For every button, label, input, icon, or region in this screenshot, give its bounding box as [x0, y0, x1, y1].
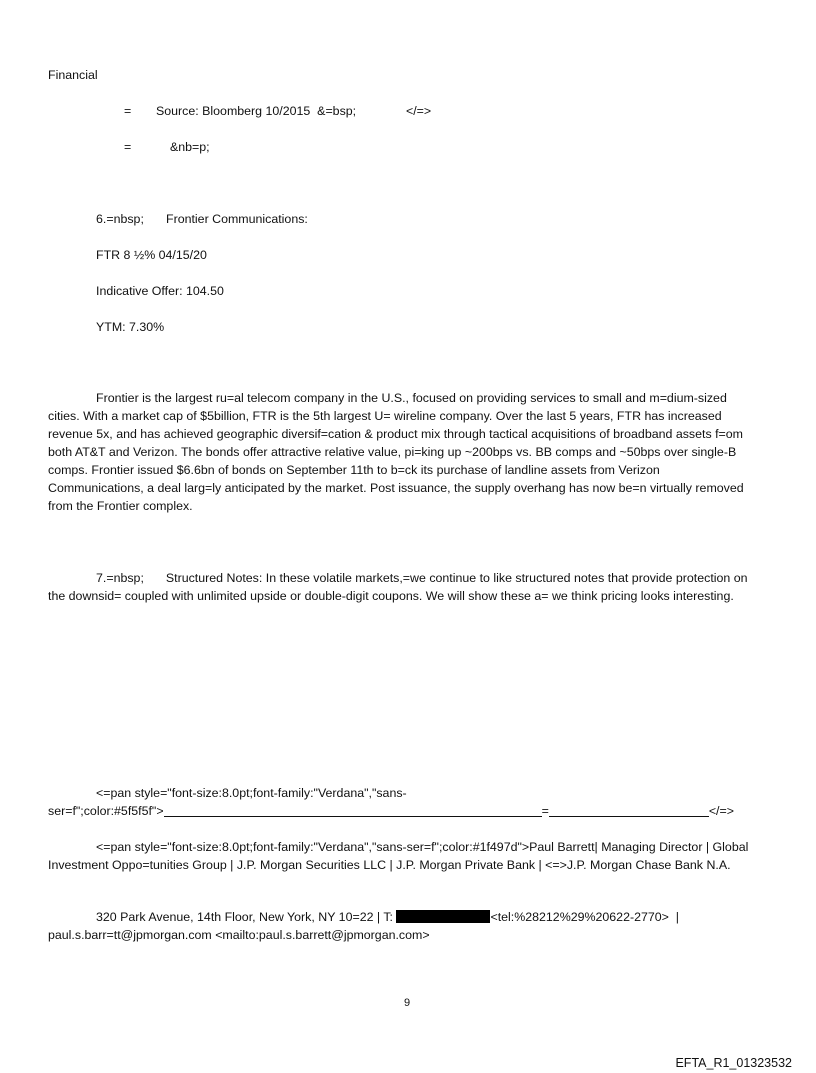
section-heading: Financial: [48, 68, 98, 82]
underline-rule-right: [549, 803, 709, 817]
bond-name: FTR 8 ½% 04/15/20: [96, 248, 207, 262]
document-id: EFTA_R1_01323532: [675, 1056, 792, 1070]
structured-notes-paragraph: [48, 569, 758, 605]
item7-label: 7.=nbsp;: [96, 571, 144, 585]
nbsp-line: &nb=p;: [170, 140, 210, 154]
phone-link: <tel:%28212%29%20622-2770> |: [490, 910, 679, 924]
signature-style-line2: [48, 802, 734, 820]
signature-style-line1: <=pan style="font-size:8.0pt;font-family:"Verdana","sans-: [96, 786, 407, 800]
indicative-offer: Indicative Offer: 104.50: [96, 284, 224, 298]
ytm: YTM: 7.30%: [96, 320, 165, 334]
source-tail: </=>: [406, 104, 432, 118]
source-eq: =: [124, 104, 132, 118]
signature-style-prefix: ser=f";color:#5f5f5f">: [48, 804, 164, 818]
item7-text: Structured Notes: In these volatile markets,=we continue to like structured notes that provide protection on the downsid= coupled with unlimited upside or double-digit coupons. We will show these a= we think pricing looks interesting.: [48, 571, 748, 603]
underline-rule-left: [164, 803, 542, 817]
signature-block: <=pan style="font-size:8.0pt;font-family:"Verdana","sans-ser=f";color:#1f497d">Paul Barrett| Managing Director | Global Investment Oppo=tunities Group | J.P. Morgan Securities LLC | J.P. Morgan Private Bank | <=>J.P. Morgan Chase Bank N.A.: [48, 840, 749, 872]
redaction-bar: [396, 910, 490, 923]
address-text: 320 Park Avenue, 14th Floor, New York, NY 10=22 | T:: [96, 910, 397, 924]
address-line: [96, 908, 679, 926]
underline-mid: =: [541, 804, 549, 818]
underline-tail: </=>: [708, 804, 734, 818]
nbsp-eq: =: [124, 140, 132, 154]
email-line: paul.s.barr=tt@jpmorgan.com <mailto:paul.s.barrett@jpmorgan.com>: [48, 928, 430, 942]
source-line: Source: Bloomberg 10/2015 &=bsp;: [156, 104, 357, 118]
item6-label: 6.=nbsp;: [96, 212, 144, 226]
frontier-paragraph: Frontier is the largest ru=al telecom company in the U.S., focused on providing services to small and m=dium-sized cities. With a market cap of $5billion, FTR is the 5th largest U= wireline company. Over the last 5 years, FTR has increased revenue 5x, and has achieved geographic diversif=cation & product mix through tactical acquisitions of broadband assets f=om both AT&T and Verizon. The bonds offer attractive relative value, pi=king up ~200bps vs. BB comps and ~50bps over single-B comps. Frontier issued $6.6bn of bonds on September 11th to b=ck its purchase of landline assets from Verizon Communications, a deal larg=ly anticipated by the market. Post issuance, the supply overhang has now be=n virtually removed from the Frontier complex.: [48, 391, 744, 513]
item6-title: Frontier Communications:: [166, 212, 308, 226]
page-number: 9: [404, 997, 411, 1009]
